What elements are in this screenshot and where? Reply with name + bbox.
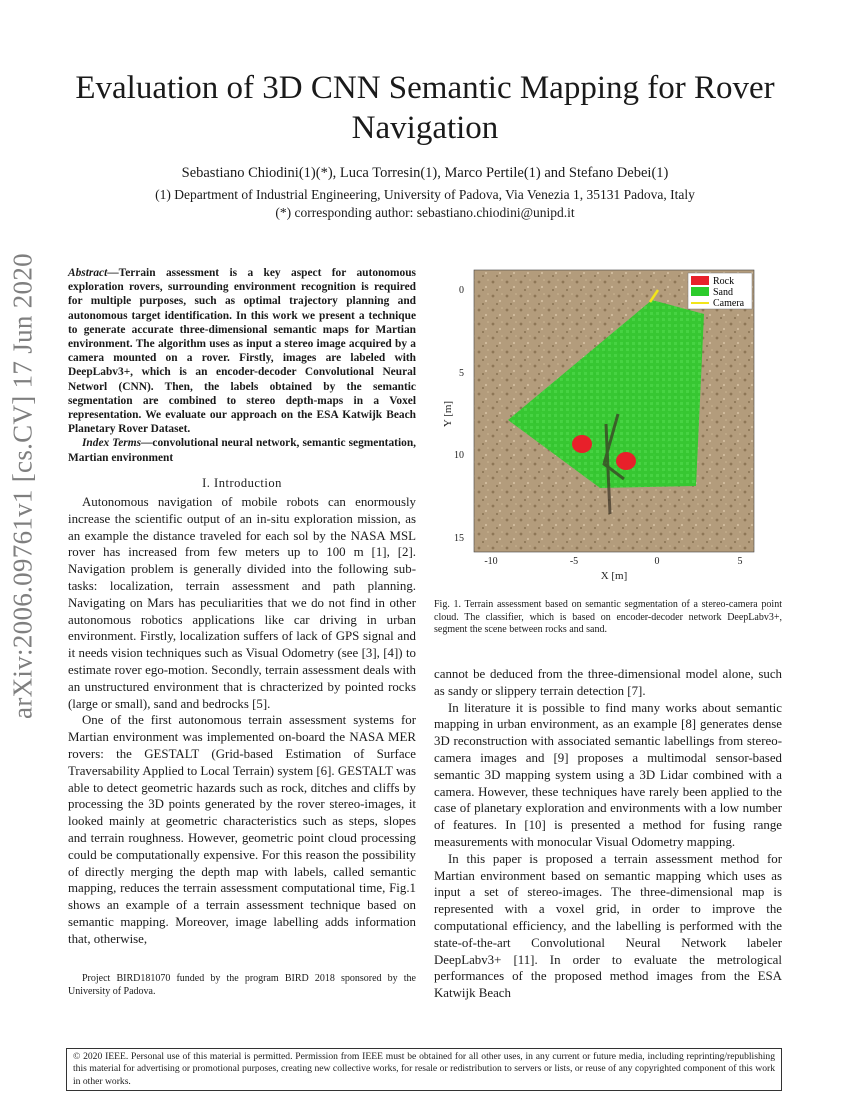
y-tick: 0 — [459, 285, 464, 296]
body-paragraph: In literature it is possible to find many works about semantic mapping in urban environment, as an example [8] generates dense 3D reconstruction with associated semantic labellings from stereo-camera images and [9] proposes a multimodal sensor-based semantic 3D mapping system using a 3D Lidar combined with a camera. However, these techniques have rarely been applied to the case of planetary exploration and environments with a low number of features. In [10] is presented a method for fusing range measurements with monocular Visual Odometry mapping. — [434, 700, 782, 849]
y-tick: 10 — [454, 450, 464, 461]
figure-1 — [434, 264, 782, 584]
footnote: Project BIRD181070 funded by the program BIRD 2018 sponsored by the University of Padova. — [68, 973, 416, 997]
body-paragraph: cannot be deduced from the three-dimensional model alone, such as sandy or slippery terrain detection [7]. — [434, 667, 782, 698]
legend-sand: Sand — [713, 287, 733, 298]
x-tick: -5 — [569, 556, 579, 567]
legend-rock-swatch — [691, 276, 709, 285]
section-heading: I. Introduction — [202, 476, 282, 490]
right-column-text — [434, 666, 782, 1002]
rock — [572, 435, 592, 453]
legend-sand-swatch — [691, 287, 709, 296]
affiliation: (1) Department of Industrial Engineering, University of Padova, Via Venezia 1, 35131 Padova, Italy — [155, 187, 695, 202]
abstract-label: Abstract — [68, 267, 108, 279]
arxiv-stamp-text: arXiv:2006.09761v1 [cs.CV] 17 Jun 2020 — [7, 253, 38, 719]
figure-caption: Fig. 1. Terrain assessment based on semantic segmentation of a stereo-camera point cloud. The classifier, which is based on encoder-decoder network DeepLabv3+, segment the scene between rocks and sand. — [434, 599, 782, 636]
author-list: Sebastiano Chiodini(1)(*), Luca Torresin(1), Marco Pertile(1) and Stefano Debei(1) — [181, 165, 669, 181]
legend-camera: Camera — [713, 298, 745, 309]
legend — [688, 273, 752, 309]
x-tick: 0 — [654, 556, 660, 567]
y-tick: 5 — [459, 368, 464, 379]
index-terms-text: —convolutional neural network, semantic segmentation, Martian environment — [68, 437, 417, 464]
intro-text — [68, 494, 416, 948]
arxiv-watermark — [4, 253, 42, 719]
abstract — [68, 266, 416, 465]
intro-paragraph: One of the first autonomous terrain assessment systems for Martian environment was implemented on-board the NASA MER rovers: the GESTALT (Grid-based Estimation of Surface Traversability Applied to Local Terrain) system [6]. GESTALT was able to detect geometric hazards such as rock, ditches and cliffs by processing the 3D points generated by the rover stereo-images, it looked mainly at geometric characteristics such as steps, slopes and terrain roughness. However, geometric point cloud processing could be computationally expensive. For this reason the possibility of directly merging the depth map with labels, called semantic mapping, reduces the terrain assessment computational time, Fig.1 shows an example of a terrain assessment technique based on semantic mapping. Moreover, image labelling adds information that, otherwise, — [68, 713, 416, 946]
x-axis-label: X [m] — [600, 570, 628, 582]
figure-plot — [434, 264, 782, 584]
index-terms-label: Index Terms — [82, 437, 142, 450]
abstract-text: —Terrain assessment is a key aspect for autonomous exploration rovers, surrounding environment recognition is required for multiple purposes, such as optimal trajectory planning and autonomous target identification. In this work we present a technique to generate accurate three-dimensional semantic maps for Martian environment. The algorithm uses as input a stereo image acquired by a camera mounted on a rover. Firstly, images are labeled with DeepLabv3+, which is an encoder-decoder Convolutional Neural Networl (CNN). Then, the labels obtained by the semantic segmentation are combined to stereo depth-maps in a Voxel representation. We evaluate our approach on the ESA Katwijk Beach Planetary Rover Dataset. — [68, 267, 416, 436]
y-axis-label: Y [m] — [442, 400, 454, 428]
y-tick: 15 — [454, 533, 464, 544]
copyright-notice: © 2020 IEEE. Personal use of this material is permitted. Permission from IEEE must be obtained for all other uses, in any current or future media, including reprinting/republishing this material for advertising or promotional purposes, creating new collective works, for resale or redistribution to servers or lists, or reuse of any copyrighted component of this work in other works. — [66, 1048, 782, 1091]
body-paragraph: In this paper is proposed a terrain assessment method for Martian environment based on semantic mapping which uses as input a set of stereo-images. The three-dimensional map is represented with a voxel grid, in order to improve the computational efficiency, and the labelling is performed with the state-of-the-art Convolutional Neural Network labeler DeepLabv3+ [11]. In order to evaluate the metrological performances of the proposed method images from the ESA Katwijk Beach — [434, 851, 782, 1001]
corresponding-author: (*) corresponding author: sebastiano.chiodini@unipd.it — [275, 205, 575, 220]
paper-title: Evaluation of 3D CNN Semantic Mapping for Rover Navigation — [75, 70, 775, 146]
x-tick: 5 — [737, 556, 743, 567]
intro-paragraph: Autonomous navigation of mobile robots can enormously increase the scientific output of an in-situ exploration mission, as an example the distance traveled for each sol by the NASA MSL rover has increased from few meters up to 100 m [1], [2]. Navigation problem is generally divided into the following sub-tasks: localization, terrain assessment and path planning. Navigating on Mars has peculiarities that we do not find in other autonomous robotics applications like car driving in urban environment. Firstly, localization suffers of lack of GPS signal and it needs vision techniques such as Visual Odometry (see [3], [4]) to estimate rover ego-motion. Secondly, terrain assessment deals with an unstructured environment that is chracterized by pointed rocks (large or small), sand and bedrocks [5]. — [68, 495, 416, 711]
x-tick: -10 — [484, 556, 498, 567]
rock — [616, 452, 636, 470]
legend-rock: Rock — [713, 276, 735, 287]
